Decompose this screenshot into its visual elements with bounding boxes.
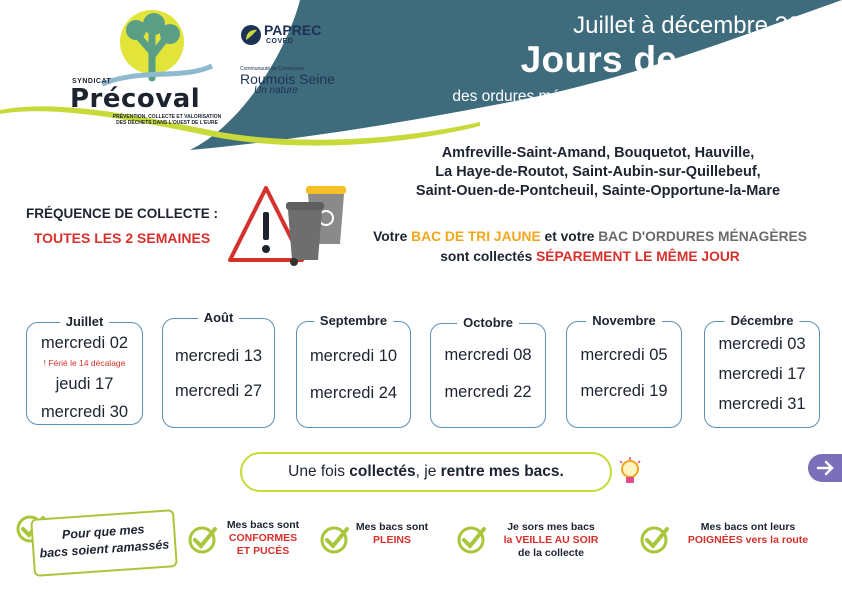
roumois-top: Communauté de Communes (240, 66, 304, 72)
tip-highlight: POIGNÉES vers la route (687, 534, 809, 546)
arrow-right-icon (808, 454, 842, 482)
page-subtitle: des ordures ménagères et des emballages recyclables (452, 88, 828, 105)
collection-day: mercredi 22 (444, 383, 532, 401)
tip-highlight: ET PUCÉS (236, 545, 290, 557)
month-name: Août (198, 310, 240, 325)
grey-bin-label: BAC D'ORDURES MÉNAGÈRES (598, 229, 807, 244)
month-name: Octobre (457, 315, 519, 330)
precoval-name: Précoval (70, 84, 201, 114)
roumois-name: Roumois Seine (240, 71, 335, 87)
tip-text: de la collecte (518, 547, 584, 559)
paprec-sub: COVED (266, 38, 294, 45)
title-block (452, 12, 828, 108)
month-name: Juillet (60, 314, 110, 329)
tip-text: Mes bacs sont (226, 519, 300, 531)
collection-day: mercredi 30 (40, 403, 129, 421)
paprec-name: PAPREC (264, 22, 322, 38)
tip-highlight: PLEINS (373, 534, 411, 546)
tip-highlight: CONFORMES (228, 532, 298, 544)
title-period: Juillet à décembre 2025 (573, 12, 828, 39)
commune-line: La Haye-de-Routot, Saint-Aubin-sur-Quillebeuf, (435, 164, 761, 180)
reminder-part: , je (415, 463, 441, 480)
collection-day: mercredi 31 (718, 395, 806, 413)
tip-text: Je sors mes bacs (507, 521, 595, 533)
precoval-prefix: SYNDICAT (72, 78, 112, 85)
reminder-bold: collectés (349, 463, 416, 480)
same-day-label: SÉPAREMENT LE MÊME JOUR (536, 249, 740, 264)
month-card-novembre (566, 313, 682, 428)
tip-text: Mes bacs sont (355, 521, 429, 533)
month-card-decembre (704, 313, 820, 428)
bins-info-text: et votre (540, 229, 599, 244)
bins-info-text: Votre (373, 229, 412, 244)
roumois-logo (240, 66, 360, 102)
holiday-note: ! Férié le 14 décalage (43, 358, 126, 368)
checkmark-icon (186, 524, 218, 556)
tip-poignees (668, 521, 828, 547)
collection-day: mercredi 10 (309, 347, 398, 365)
month-name: Novembre (586, 313, 662, 328)
bins-info (355, 227, 825, 267)
collection-day: mercredi 27 (174, 382, 263, 400)
month-card-juillet (26, 314, 143, 425)
next-page-button[interactable] (808, 454, 842, 482)
collection-day: mercredi 05 (580, 346, 668, 364)
tips-title-line: Pour que mes (61, 522, 145, 542)
reminder-banner (240, 452, 638, 494)
communes-list (368, 144, 828, 201)
collection-day: mercredi 03 (718, 335, 806, 353)
collection-day: mercredi 19 (580, 382, 668, 400)
reminder-text (240, 463, 612, 481)
month-card-octobre (430, 315, 546, 428)
reminder-bold: rentre mes bacs. (440, 463, 564, 480)
checkmark-icon (638, 524, 670, 556)
tips-title-box (30, 509, 178, 577)
month-card-septembre (296, 313, 411, 428)
tip-text: Mes bacs ont leurs (700, 521, 796, 533)
precoval-tagline: PRÉVENTION, COLLECTE ET VALORISATION DES DÉCHETS DANS L'OUEST DE L'EURE (112, 114, 222, 126)
commune-line: Saint-Ouen-de-Pontcheuil, Sainte-Opportune-la-Mare (415, 183, 781, 199)
page-title: Jours de collecte (520, 39, 828, 80)
tips-title-line: bacs soient ramassés (39, 537, 170, 561)
month-card-aout (162, 310, 275, 428)
frequency-label: FRÉQUENCE DE COLLECTE : (25, 206, 218, 221)
tip-pleins (346, 521, 438, 547)
collection-day: mercredi 08 (444, 346, 532, 364)
collection-day: mercredi 17 (718, 365, 806, 383)
collection-day: jeudi 17 (55, 375, 114, 393)
tree-icon (62, 8, 222, 88)
collection-day: mercredi 13 (174, 347, 263, 365)
lightbulb-icon (618, 457, 642, 487)
checkmark-icon (455, 524, 487, 556)
month-name: Décembre (725, 313, 800, 328)
tips-title (33, 519, 175, 563)
precoval-logo (62, 8, 222, 128)
frequency-block (14, 204, 230, 249)
bins-info-text: sont collectés (440, 249, 537, 264)
warning-bins-illustration (228, 182, 353, 268)
tip-veille (486, 521, 616, 560)
frequency-value: TOUTES LES 2 SEMAINES (33, 230, 211, 246)
collection-day: mercredi 02 (40, 334, 129, 352)
tip-highlight: la VEILLE AU SOIR (503, 534, 599, 546)
month-name: Septembre (314, 313, 393, 328)
roumois-slogan: Un nature (254, 85, 298, 96)
collection-day: mercredi 24 (309, 384, 398, 402)
reminder-part: Une fois (288, 463, 350, 480)
tip-conformes (216, 519, 310, 558)
yellow-bin-label: BAC DE TRI JAUNE (411, 229, 541, 244)
commune-line: Amfreville-Saint-Amand, Bouquetot, Hauville, (441, 145, 755, 161)
paprec-icon (240, 24, 262, 46)
